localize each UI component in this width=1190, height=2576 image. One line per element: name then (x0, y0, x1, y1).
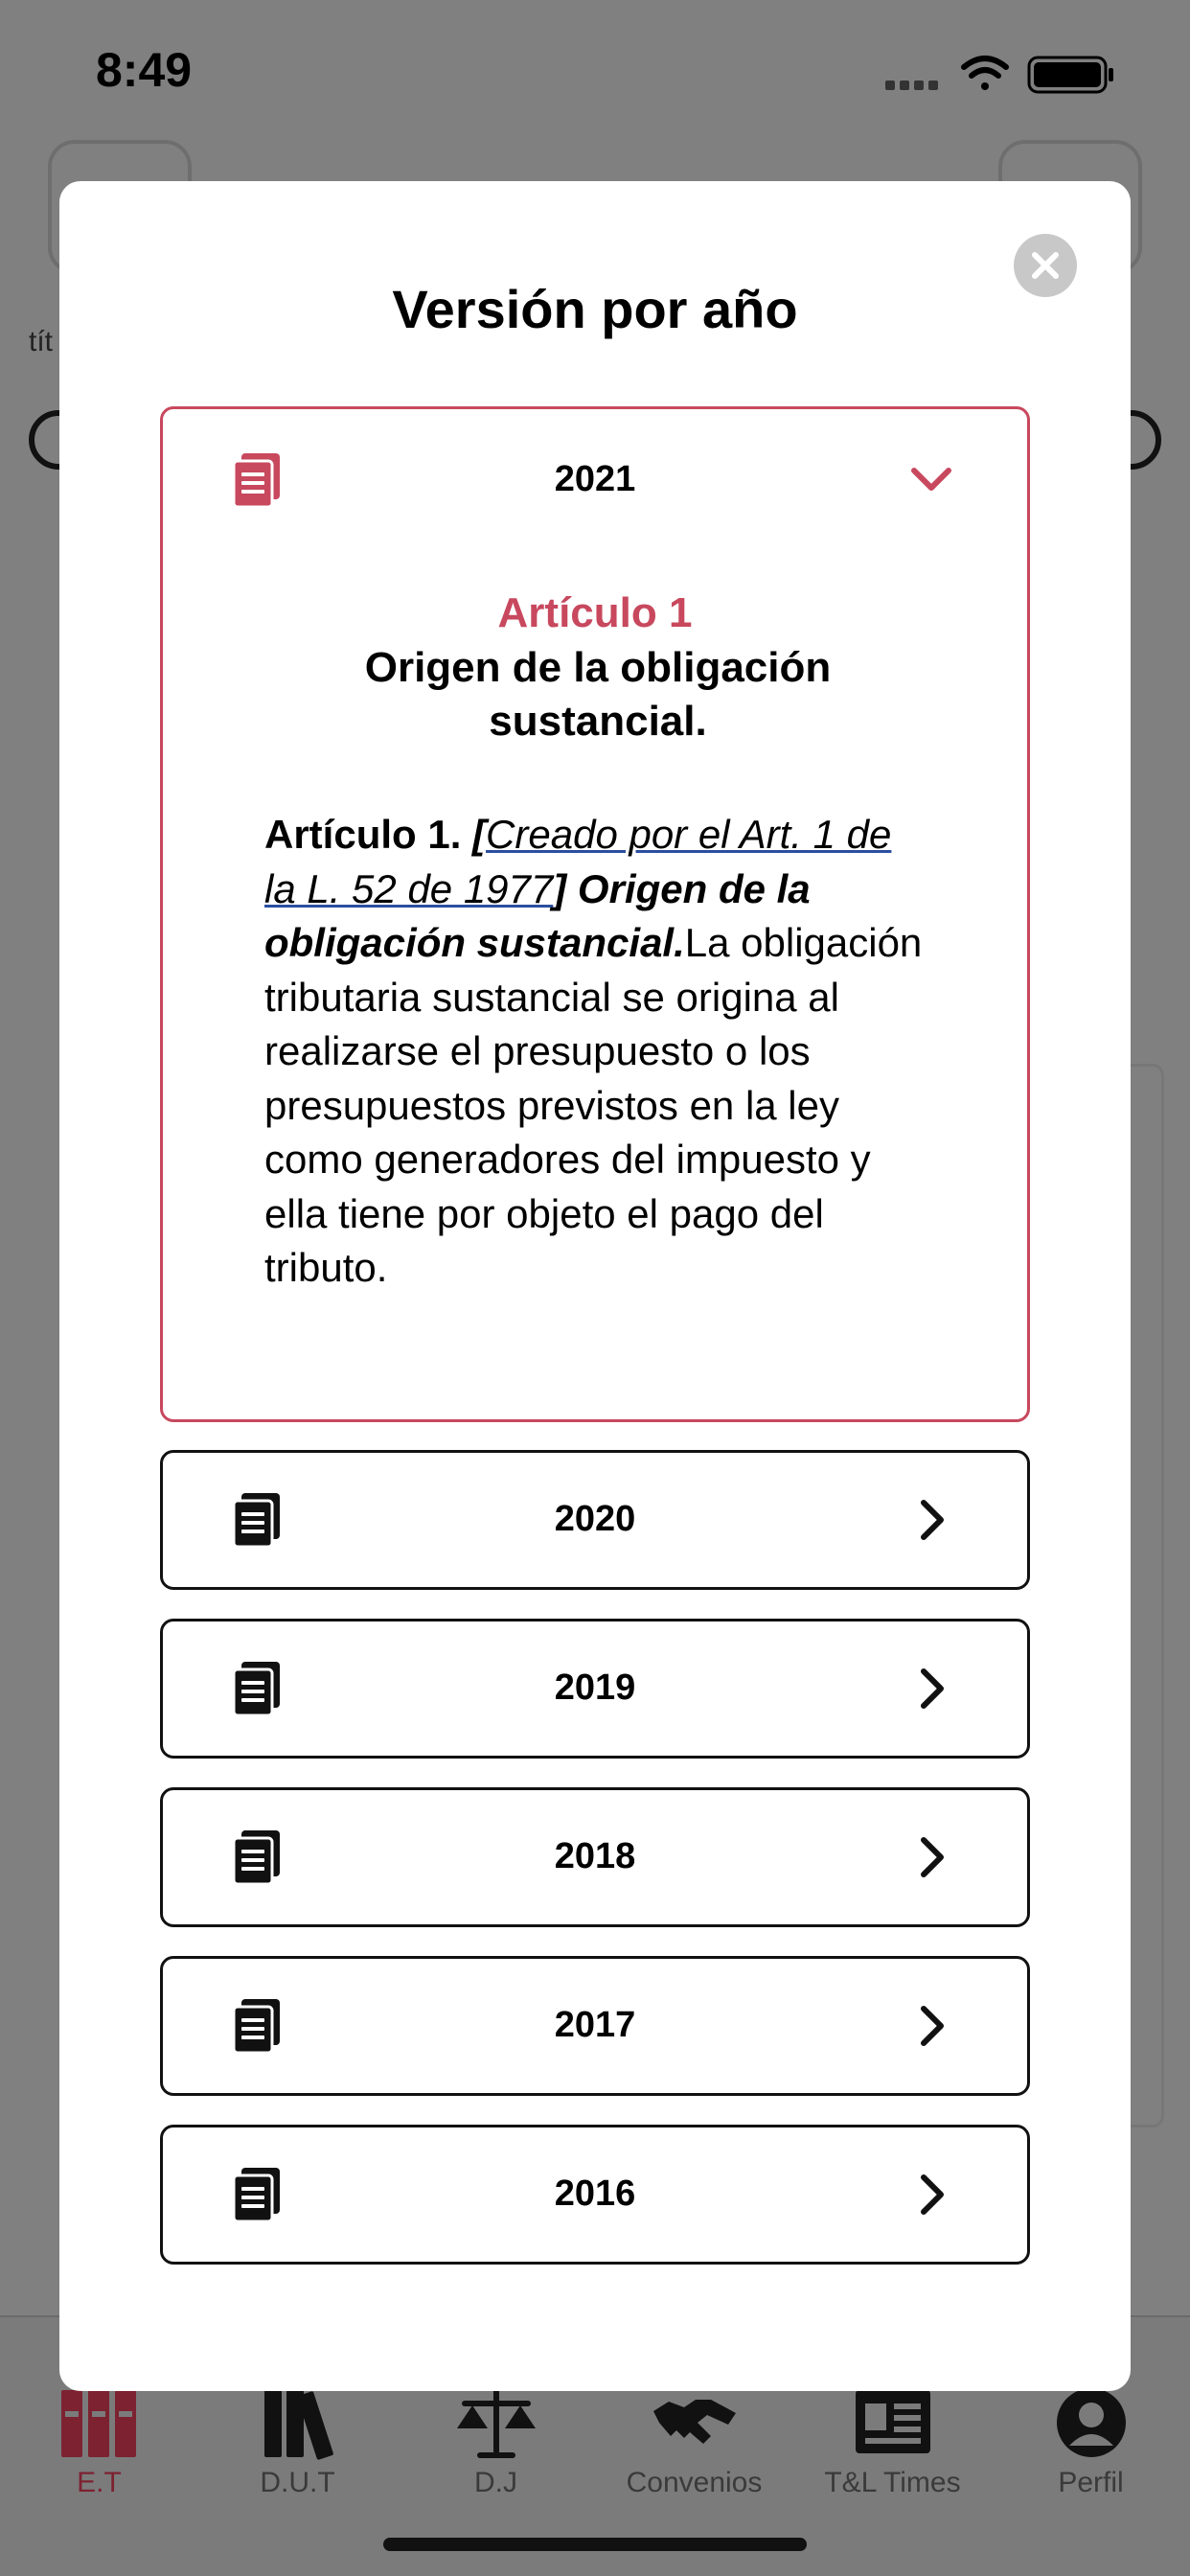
books-icon (57, 2384, 143, 2461)
wifi-icon (964, 58, 1006, 90)
year-label: 2016 (554, 2174, 636, 2214)
tab-convenios[interactable] (595, 2384, 793, 2538)
profile-icon (1048, 2384, 1134, 2461)
article-lead: Artículo 1. (264, 812, 473, 857)
article-number: Artículo 1 (497, 589, 693, 636)
status-time: 8:49 (96, 43, 193, 97)
chevron-down-icon[interactable] (908, 455, 954, 501)
year-panel-2017[interactable] (160, 1956, 1030, 2096)
chevron-right-icon[interactable] (908, 2003, 954, 2049)
scale-icon (453, 2384, 539, 2461)
tab-tl-times[interactable] (793, 2384, 992, 2538)
year-label: 2018 (554, 1836, 636, 1876)
year-label: 2017 (554, 2005, 636, 2045)
background-truncated-text: tít (29, 326, 54, 357)
home-indicator (383, 2538, 807, 2551)
modal-title: Versión por año (392, 279, 798, 339)
year-label: 2020 (554, 1499, 636, 1539)
tab-label: D.U.T (260, 2467, 335, 2498)
article-text: La obligación tributaria sustancial se origina al realizarse el presupuesto o los presupuestos previstos en la ley como generadores del impuesto y ella tiene por objeto el pago del tributo. (264, 920, 923, 1290)
tab-label: Convenios (626, 2467, 763, 2498)
battery-icon (1029, 58, 1113, 92)
tab-label: T&L Times (824, 2467, 961, 2498)
chevron-right-icon[interactable] (908, 1666, 954, 1712)
year-panel-2020[interactable] (160, 1450, 1030, 1590)
year-panel-2021[interactable] (160, 406, 1030, 1422)
cellular-signal-icon (885, 80, 938, 90)
book-stack-icon (255, 2384, 341, 2461)
status-icons (885, 50, 1134, 96)
bracket-close: ] (553, 865, 567, 911)
tab-label: D.J (474, 2467, 517, 2498)
tab-dut[interactable] (198, 2384, 397, 2538)
chevron-right-icon[interactable] (908, 2172, 954, 2218)
handshake-icon (652, 2384, 738, 2461)
year-label: 2021 (554, 459, 636, 499)
article-title: Origen de la obligación sustancial. (364, 644, 832, 745)
tab-dj[interactable] (397, 2384, 595, 2538)
tab-label: Perfil (1058, 2467, 1124, 2498)
year-label: 2019 (554, 1668, 636, 1708)
year-panel-2019[interactable] (160, 1619, 1030, 1759)
bracket-open: [ (472, 812, 487, 857)
tab-label: E.T (77, 2467, 122, 2498)
tab-et[interactable] (0, 2384, 198, 2538)
chevron-right-icon[interactable] (908, 1497, 954, 1543)
newspaper-icon (850, 2384, 936, 2461)
chevron-right-icon[interactable] (908, 1834, 954, 1880)
tab-perfil[interactable] (992, 2384, 1190, 2538)
article-heading: Origen de la obligación sustancial. (264, 865, 811, 965)
year-panel-2016[interactable] (160, 2125, 1030, 2265)
article-body (264, 808, 926, 1296)
year-panel-2018[interactable] (160, 1787, 1030, 1927)
status-bar (0, 0, 1190, 144)
source-link[interactable]: Creado por el Art. 1 de la L. 52 de 1977 (264, 812, 892, 911)
